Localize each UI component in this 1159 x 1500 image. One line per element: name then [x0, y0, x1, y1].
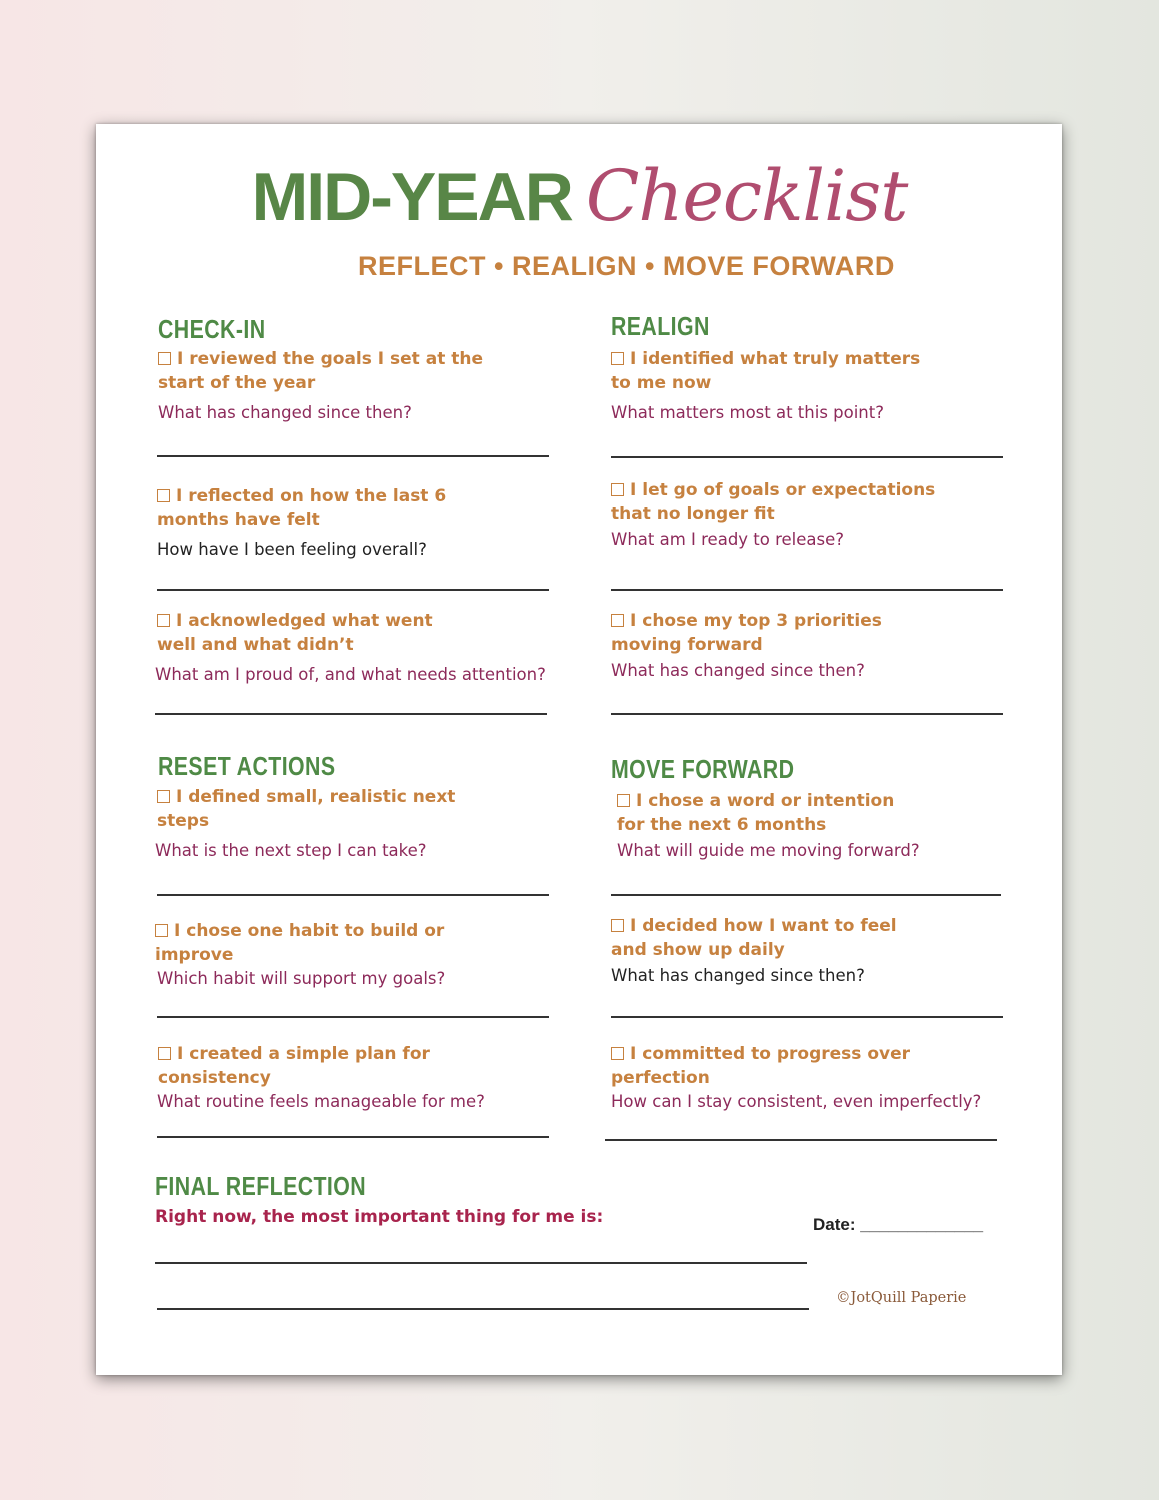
checkbox-icon[interactable] [157, 489, 170, 502]
copyright-notice: ©JotQuill Paperie [836, 1290, 967, 1306]
check-in-item-1 [158, 347, 488, 425]
checklist-item[interactable]: I defined small, realistic next steps [157, 787, 456, 831]
checklist-item[interactable]: I reflected on how the last 6 months have felt [157, 486, 447, 530]
reflection-question: What has changed since then? [611, 966, 865, 985]
checklist-item[interactable]: I created a simple plan for consistency [158, 1044, 430, 1088]
checkbox-icon[interactable] [611, 919, 624, 932]
move-forward-item-2 [611, 914, 901, 988]
heading-final-reflection: FINAL REFLECTION [155, 1171, 367, 1201]
check-in-item-2 [157, 484, 457, 562]
reflection-question: Which habit will support my goals? [157, 969, 446, 988]
checklist-item[interactable]: I identified what truly matters to me now [611, 349, 921, 393]
checklist-item[interactable]: I let go of goals or expectations that no longer fit [611, 480, 936, 524]
answer-line[interactable] [611, 713, 1003, 715]
checklist-item[interactable]: I decided how I want to feel and show up daily [611, 916, 897, 960]
reflection-question: What is the next step I can take? [155, 841, 427, 860]
page-title [0, 155, 1159, 237]
checklist-item[interactable]: I chose one habit to build or improve [155, 921, 445, 965]
move-forward-item-3 [611, 1042, 982, 1114]
reflection-question: What am I proud of, and what needs attention? [155, 665, 546, 684]
answer-line[interactable] [157, 455, 549, 457]
checkbox-icon[interactable] [611, 352, 624, 365]
title-main: MID-YEAR [251, 159, 572, 235]
answer-line[interactable] [611, 1016, 1003, 1018]
answer-line[interactable] [157, 1308, 809, 1310]
subtitle: REFLECT • REALIGN • MOVE FORWARD [358, 251, 895, 281]
date-field[interactable]: Date: _____________ [813, 1215, 984, 1234]
checklist-item[interactable]: I chose my top 3 priorities moving forward [611, 611, 882, 655]
checkbox-icon[interactable] [155, 924, 168, 937]
answer-line[interactable] [155, 713, 547, 715]
heading-reset-actions: RESET ACTIONS [158, 751, 336, 781]
reflection-question: What will guide me moving forward? [617, 841, 920, 860]
realign-item-2 [611, 478, 941, 552]
reflection-question: How can I stay consistent, even imperfectly? [611, 1092, 982, 1111]
checklist-item[interactable]: I committed to progress over perfection [611, 1044, 910, 1088]
answer-line[interactable] [611, 456, 1003, 458]
checkbox-icon[interactable] [611, 614, 624, 627]
final-reflection-prompt: Right now, the most important thing for me is: [155, 1207, 604, 1227]
heading-realign: REALIGN [611, 311, 710, 341]
answer-line[interactable] [157, 1016, 549, 1018]
title-script: Checklist [585, 155, 908, 237]
reset-actions-item-2 [155, 919, 445, 991]
move-forward-item-1 [617, 789, 927, 863]
checkbox-icon[interactable] [157, 614, 170, 627]
reset-actions-item-1 [157, 785, 457, 863]
checkbox-icon[interactable] [157, 790, 170, 803]
answer-line[interactable] [611, 589, 1003, 591]
reflection-question: What am I ready to release? [611, 530, 845, 549]
reflection-question: What matters most at this point? [611, 403, 884, 422]
checklist-item[interactable]: I chose a word or intention for the next 6 months [617, 791, 895, 835]
checkbox-icon[interactable] [158, 1047, 171, 1060]
answer-line[interactable] [157, 1136, 549, 1138]
answer-line[interactable] [157, 589, 549, 591]
answer-line[interactable] [157, 894, 549, 896]
answer-line[interactable] [605, 1139, 997, 1141]
realign-item-3 [611, 609, 891, 683]
reflection-question: What routine feels manageable for me? [157, 1092, 485, 1111]
checkbox-icon[interactable] [158, 352, 171, 365]
heading-check-in: CHECK-IN [158, 314, 266, 344]
check-in-item-3 [155, 609, 546, 687]
checklist-item[interactable]: I acknowledged what went well and what didn’t [157, 611, 433, 655]
reflection-question: How have I been feeling overall? [157, 540, 427, 559]
checklist-item[interactable]: I reviewed the goals I set at the start of the year [158, 349, 483, 393]
checkbox-icon[interactable] [611, 1047, 624, 1060]
answer-line[interactable] [611, 894, 1001, 896]
realign-item-1 [611, 347, 931, 425]
checkbox-icon[interactable] [617, 794, 630, 807]
reset-actions-item-3 [157, 1042, 485, 1114]
heading-move-forward: MOVE FORWARD [611, 754, 795, 784]
answer-line[interactable] [155, 1262, 807, 1264]
reflection-question: What has changed since then? [611, 661, 865, 680]
reflection-question: What has changed since then? [158, 403, 412, 422]
checkbox-icon[interactable] [611, 483, 624, 496]
